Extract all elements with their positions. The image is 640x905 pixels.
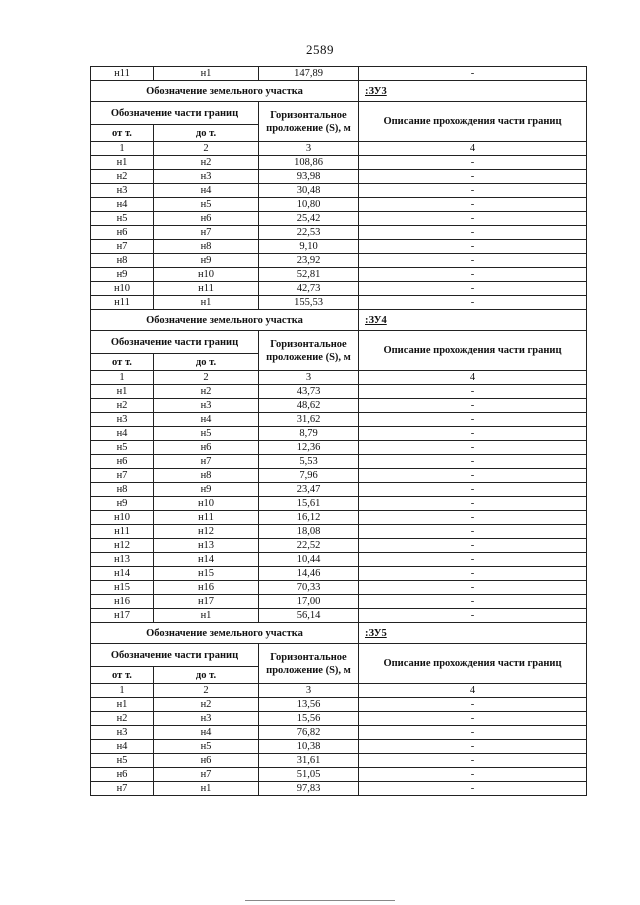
to-point: н2 [154,698,259,712]
from-point: н4 [91,740,154,754]
description-value: - [359,567,587,581]
length-value: 56,14 [259,609,359,623]
table-row [91,413,587,427]
description-value: - [359,399,587,413]
from-point: н6 [91,455,154,469]
length-value: 15,61 [259,497,359,511]
to-point: н3 [154,712,259,726]
from-point: н11 [91,525,154,539]
column-number: 4 [359,371,587,385]
description-value: - [359,156,587,170]
to-point: н5 [154,198,259,212]
description-value: - [359,581,587,595]
section-title-row [91,310,587,331]
to-point: н15 [154,567,259,581]
header-description: Описание прохождения части границ [359,644,587,684]
table-row [91,170,587,184]
table-row [91,240,587,254]
to-point: н13 [154,539,259,553]
to-point: н1 [154,782,259,796]
to-point: н14 [154,553,259,567]
from-point: н1 [91,156,154,170]
description-value: - [359,726,587,740]
length-value: 8,79 [259,427,359,441]
table-row [91,754,587,768]
to-point: н11 [154,511,259,525]
length-value: 18,08 [259,525,359,539]
from-point: н12 [91,539,154,553]
description-value: - [359,282,587,296]
length-value: 16,12 [259,511,359,525]
header-boundary-part: Обозначение части границ [91,331,259,354]
table-row [91,595,587,609]
description-value: - [359,170,587,184]
table-row [91,497,587,511]
table-row [91,212,587,226]
header-description: Описание прохождения части границ [359,331,587,371]
description-value: - [359,483,587,497]
to-point: н2 [154,156,259,170]
to-point: н5 [154,427,259,441]
from-point: н2 [91,712,154,726]
from-point: н15 [91,581,154,595]
from-point: н17 [91,609,154,623]
table-row [91,469,587,483]
column-number-row [91,684,587,698]
to-point: н6 [154,754,259,768]
from-point: н3 [91,726,154,740]
table-row [91,698,587,712]
to-point: н4 [154,726,259,740]
table-row [91,567,587,581]
parcel-designation: :ЗУ4 [359,310,587,331]
parcel-designation: :ЗУ3 [359,81,587,102]
to-point: н5 [154,740,259,754]
description-value: - [359,385,587,399]
from-point: н1 [91,385,154,399]
from-point: н5 [91,212,154,226]
parcel-designation: :ЗУ5 [359,623,587,644]
to-point: н1 [154,67,259,81]
from-point: н5 [91,754,154,768]
to-point: н16 [154,581,259,595]
description-value: - [359,595,587,609]
length-value: 17,00 [259,595,359,609]
description-value: - [359,469,587,483]
table-row [91,525,587,539]
description-value: - [359,296,587,310]
column-number: 3 [259,142,359,156]
from-point: н7 [91,469,154,483]
description-value: - [359,553,587,567]
length-value: 22,52 [259,539,359,553]
section-title-row [91,81,587,102]
description-value: - [359,712,587,726]
to-point: н7 [154,455,259,469]
from-point: н2 [91,399,154,413]
length-value: 25,42 [259,212,359,226]
from-point: н7 [91,240,154,254]
header-horizontal-length: Горизонтальное проложение (S), м [259,644,359,684]
length-value: 97,83 [259,782,359,796]
from-point: н3 [91,413,154,427]
from-point: н11 [91,296,154,310]
to-point: н17 [154,595,259,609]
table-row [91,609,587,623]
table-row [91,254,587,268]
to-point: н12 [154,525,259,539]
length-value: 23,47 [259,483,359,497]
description-value: - [359,268,587,282]
length-value: 76,82 [259,726,359,740]
table-row [91,385,587,399]
section-title-row [91,623,587,644]
from-point: н10 [91,511,154,525]
from-point: н9 [91,497,154,511]
length-value: 5,53 [259,455,359,469]
description-value: - [359,511,587,525]
description-value: - [359,455,587,469]
description-value: - [359,212,587,226]
from-point: н8 [91,483,154,497]
description-value: - [359,198,587,212]
table-row [91,483,587,497]
to-point: н11 [154,282,259,296]
to-point: н6 [154,212,259,226]
table-row [91,553,587,567]
from-point: н1 [91,698,154,712]
length-value: 42,73 [259,282,359,296]
length-value: 10,44 [259,553,359,567]
column-number-row [91,142,587,156]
table-row [91,581,587,595]
column-number: 3 [259,371,359,385]
section-title-label: Обозначение земельного участка [91,81,359,102]
table-row [91,226,587,240]
description-value: - [359,609,587,623]
description-value: - [359,698,587,712]
from-point: н9 [91,268,154,282]
table-row [91,726,587,740]
length-value: 9,10 [259,240,359,254]
from-point: н5 [91,441,154,455]
column-number: 1 [91,142,154,156]
description-value: - [359,782,587,796]
from-point: н7 [91,782,154,796]
from-point: н3 [91,184,154,198]
length-value: 155,53 [259,296,359,310]
table-row [91,712,587,726]
length-value: 52,81 [259,268,359,282]
length-value: 13,56 [259,698,359,712]
to-point: н4 [154,184,259,198]
to-point: н10 [154,497,259,511]
length-value: 31,62 [259,413,359,427]
length-value: 12,36 [259,441,359,455]
length-value: 31,61 [259,754,359,768]
to-point: н10 [154,268,259,282]
boundary-table [90,66,587,796]
to-point: н3 [154,399,259,413]
description-value: - [359,427,587,441]
from-point: н14 [91,567,154,581]
to-point: н4 [154,413,259,427]
table-row [91,268,587,282]
description-value: - [359,768,587,782]
header-from-point: от т. [91,354,154,371]
to-point: н7 [154,226,259,240]
from-point: н10 [91,282,154,296]
description-value: - [359,754,587,768]
table-row [91,455,587,469]
to-point: н8 [154,469,259,483]
to-point: н9 [154,254,259,268]
from-point: н13 [91,553,154,567]
length-value: 22,53 [259,226,359,240]
header-horizontal-length: Горизонтальное проложение (S), м [259,102,359,142]
length-value: 147,89 [259,67,359,81]
column-number: 2 [154,371,259,385]
table-row [91,399,587,413]
header-from-point: от т. [91,125,154,142]
table-row [91,441,587,455]
column-number: 1 [91,371,154,385]
length-value: 43,73 [259,385,359,399]
from-point: н16 [91,595,154,609]
description-value: - [359,226,587,240]
section-header-row [91,102,587,125]
page-number: 2589 [306,42,334,57]
header-from-point: от т. [91,667,154,684]
page-bottom-rule [245,900,395,901]
column-number: 2 [154,684,259,698]
description-value: - [359,740,587,754]
to-point: н8 [154,240,259,254]
description-value: - [359,539,587,553]
table-row [91,740,587,754]
length-value: 7,96 [259,469,359,483]
to-point: н3 [154,170,259,184]
header-horizontal-length: Горизонтальное проложение (S), м [259,331,359,371]
table-row [91,782,587,796]
column-number-row [91,371,587,385]
length-value: 93,98 [259,170,359,184]
length-value: 70,33 [259,581,359,595]
table-row [91,282,587,296]
description-value: - [359,254,587,268]
table-row [91,156,587,170]
to-point: н6 [154,441,259,455]
column-number: 2 [154,142,259,156]
from-point: н4 [91,198,154,212]
section-header-row [91,644,587,667]
header-boundary-part: Обозначение части границ [91,644,259,667]
from-point: н2 [91,170,154,184]
length-value: 23,92 [259,254,359,268]
description-value: - [359,240,587,254]
section-title-label: Обозначение земельного участка [91,623,359,644]
section-header-row [91,331,587,354]
header-to-point: до т. [154,667,259,684]
to-point: н1 [154,609,259,623]
table-row [91,184,587,198]
column-number: 4 [359,142,587,156]
to-point: н7 [154,768,259,782]
table-row [91,198,587,212]
section-title-label: Обозначение земельного участка [91,310,359,331]
description-value: - [359,525,587,539]
description-value: - [359,497,587,511]
from-point: н4 [91,427,154,441]
table-row [91,427,587,441]
length-value: 51,05 [259,768,359,782]
from-point: н11 [91,67,154,81]
column-number: 3 [259,684,359,698]
table-row [91,768,587,782]
length-value: 30,48 [259,184,359,198]
description-value: - [359,441,587,455]
column-number: 1 [91,684,154,698]
description-value: - [359,67,587,81]
from-point: н8 [91,254,154,268]
from-point: н6 [91,768,154,782]
length-value: 14,46 [259,567,359,581]
length-value: 10,80 [259,198,359,212]
length-value: 48,62 [259,399,359,413]
table-row [91,511,587,525]
header-description: Описание прохождения части границ [359,102,587,142]
table-row [91,539,587,553]
to-point: н1 [154,296,259,310]
length-value: 108,86 [259,156,359,170]
from-point: н6 [91,226,154,240]
column-number: 4 [359,684,587,698]
length-value: 15,56 [259,712,359,726]
to-point: н9 [154,483,259,497]
header-to-point: до т. [154,354,259,371]
description-value: - [359,413,587,427]
table-row [91,67,587,81]
to-point: н2 [154,385,259,399]
header-to-point: до т. [154,125,259,142]
table-row [91,296,587,310]
description-value: - [359,184,587,198]
length-value: 10,38 [259,740,359,754]
header-boundary-part: Обозначение части границ [91,102,259,125]
